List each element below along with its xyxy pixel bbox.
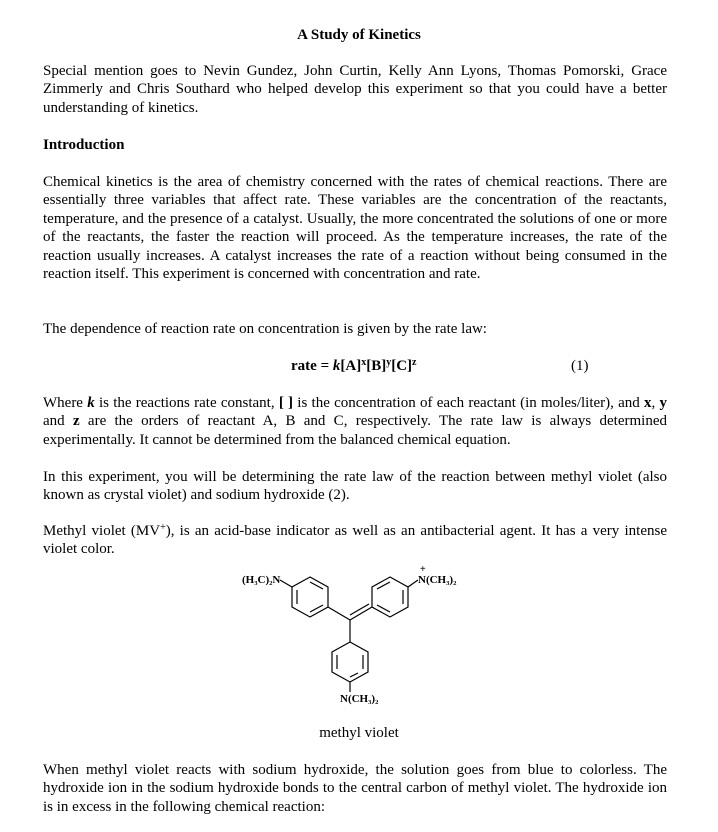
equation-number: (1): [571, 358, 589, 374]
introduction-heading: Introduction: [43, 137, 125, 153]
where-paragraph: Where k is the reactions rate constant, [ ] is the concentration of each reactant (in moles/liter), and x, y and z are the orders of reactant A, B and C, respectively. The rate law is always determined experimentally. It cannot be determined from the balanced chemical equation.: [43, 395, 668, 448]
bottom-substituent-label: N(CH₃)₂: [340, 693, 379, 705]
positive-charge-label: +: [420, 564, 426, 575]
equation-expression: rate = $k[A]^x[B]^y[C]^z$: [291, 357, 417, 374]
molecule-caption: methyl violet: [319, 725, 399, 741]
methyl-violet-paragraph: Methyl violet (MV+), is an acid-base indicator as well as an antibacterial agent. It has a very intense violet color.: [43, 522, 667, 558]
left-substituent-label: (H₃C)₂N: [242, 574, 281, 586]
rate-law-intro: The dependence of reaction rate on concentration is given by the rate law:: [43, 321, 487, 337]
document-title: A Study of Kinetics: [297, 27, 421, 43]
acknowledgment-paragraph: Special mention goes to Nevin Gundez, John Curtin, Kelly Ann Lyons, Thomas Pomorski, Grace Zimmerly and Chris Southard who helped develop this experiment so that you could have a better understanding of kinetics.: [43, 63, 667, 116]
reaction-paragraph: When methyl violet reacts with sodium hydroxide, the solution goes from blue to colorless. The hydroxide ion in the sodium hydroxide bonds to the central carbon of methyl violet. The hydroxide ion is in excess in the following chemical reaction:: [43, 762, 667, 815]
introduction-paragraph: Chemical kinetics is the area of chemistry concerned with the rates of chemical reactions. There are essentially three variables that affect rate. These variables are the concentration of the reactants, temperature, and the presence of a catalyst. Usually, the more concentrated the solutions of one or more of the reactants, the faster the reaction will proceed. As the temperature increases, the rate of the reaction usually increases. A catalyst increases the rate of a reaction without being consumed in the reaction itself. This experiment is concerned with concentration and rate.: [43, 174, 667, 283]
right-substituent-label: N(CH₃)₂: [418, 574, 457, 586]
experiment-paragraph: In this experiment, you will be determining the rate law of the reaction between methyl violet (also known as crystal violet) and sodium hydroxide (2).: [43, 469, 667, 504]
methyl-violet-structure: [240, 562, 480, 712]
rate-law-equation: [0, 357, 718, 377]
